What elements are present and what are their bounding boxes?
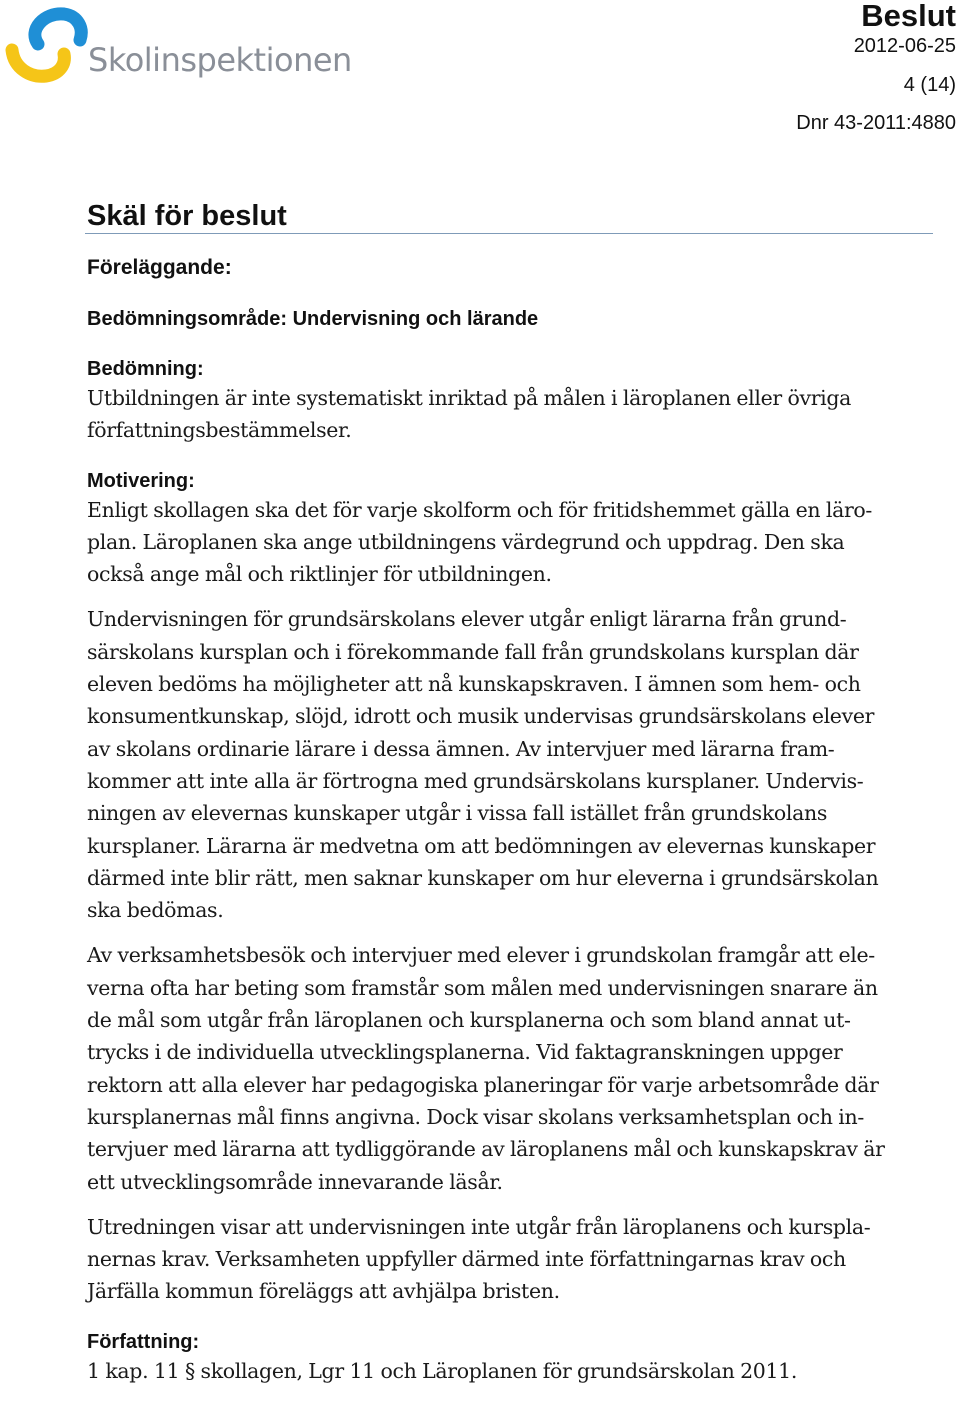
motivation-paragraph [87, 494, 935, 591]
text-line: plan. Läroplanen ska ange utbildningens värdegrund och uppdrag. Den ska [87, 529, 845, 554]
text-line: Av verksamhetsbesök och intervjuer med elever i grundskolan framgår att ele- [87, 943, 875, 968]
text-line: tervjuer med lärarna att tydliggörande av läroplanens mål och kunskapskrav är [87, 1137, 885, 1162]
text-line: ska bedömas. [87, 898, 224, 923]
section-title: Skäl för beslut [87, 200, 287, 232]
document-header [796, 0, 956, 135]
logo-wordmark: Skolinspektionen [88, 41, 352, 79]
legislation-text: 1 kap. 11 § skollagen, Lgr 11 och Läroplanen för grundsärskolan 2011. [87, 1358, 798, 1383]
assessment-paragraph [87, 382, 935, 447]
text-line: kommer att inte alla är förtrogna med grundsärskolans kursplaner. Undervis- [87, 768, 864, 793]
logo [4, 4, 352, 90]
injunction-heading: Föreläggande: [87, 256, 232, 279]
text-line: också ange mål och riktlinjer för utbildningen. [87, 562, 552, 587]
text-line: ningen av elevernas kunskaper utgår i vissa fall istället från grundskolans [87, 801, 827, 826]
text-line: rektorn att alla elever har pedagogiska planeringar för varje arbetsområde där [87, 1072, 879, 1097]
document-body [87, 196, 935, 1387]
body-paragraph-4 [87, 1211, 935, 1308]
text-line: därmed inte blir rätt, men saknar kunskaper om hur eleverna i grundsärskolan [87, 865, 879, 890]
text-line: Undervisningen för grundsärskolans elever utgår enligt lärarna från grund- [87, 607, 847, 632]
body-paragraph-3 [87, 939, 935, 1197]
text-line: trycks i de individuella utvecklingsplanerna. Vid faktagranskningen uppger [87, 1040, 843, 1065]
skolinspektionen-logo-mark-icon [4, 4, 90, 86]
text-line: kursplaner. Lärarna är medvetna om att bedömningen av elevernas kunskaper [87, 833, 876, 858]
document-type: Beslut [861, 0, 956, 33]
text-line: Utbildningen är inte systematiskt inriktad på målen i läroplanen eller övriga [87, 386, 852, 410]
text-line: de mål som utgår från läroplanen och kursplanerna och som bland annat ut- [87, 1008, 851, 1033]
text-line: konsumentkunskap, slöjd, idrott och musik undervisas grundsärskolans elever [87, 704, 875, 729]
reference-number: Dnr 43-2011:4880 [796, 112, 956, 134]
text-line: ett utvecklingsområde innevarande läsår. [87, 1169, 503, 1194]
assessment-area-heading: Bedömningsområde: Undervisning och lärande [87, 308, 539, 330]
page-number: 4 (14) [903, 74, 956, 96]
assessment-heading: Bedömning: [87, 358, 204, 380]
text-line: Utredningen visar att undervisningen inte utgår från läroplanens och kurspla- [87, 1214, 871, 1239]
text-line: eleven bedöms ha möjligheter att nå kunskapskraven. I ämnen som hem- och [87, 672, 861, 697]
text-line: författningsbestämmelser. [87, 418, 352, 443]
text-line: särskolans kursplan och i förekommande fall från grundskolans kursplan där [87, 639, 859, 664]
text-line: verna ofta har beting som framstår som målen med undervisningen snarare än [87, 975, 878, 1000]
motivation-heading: Motivering: [87, 469, 195, 492]
legislation-heading: Författning: [87, 1330, 200, 1353]
document-date: 2012-06-25 [853, 35, 956, 57]
text-line: Järfälla kommun föreläggs att avhjälpa bristen. [87, 1279, 560, 1304]
text-line: Enligt skollagen ska det för varje skolform och för fritidshemmet gälla en läro- [87, 497, 872, 522]
body-paragraph-2 [87, 603, 935, 926]
text-line: nernas krav. Verksamheten uppfyller därmed inte författningarnas krav och [87, 1247, 846, 1272]
text-line: kursplanernas mål finns angivna. Dock visar skolans verksamhetsplan och in- [87, 1104, 864, 1129]
text-line: av skolans ordinarie lärare i dessa ämnen. Av intervjuer med lärarna fram- [87, 736, 835, 761]
